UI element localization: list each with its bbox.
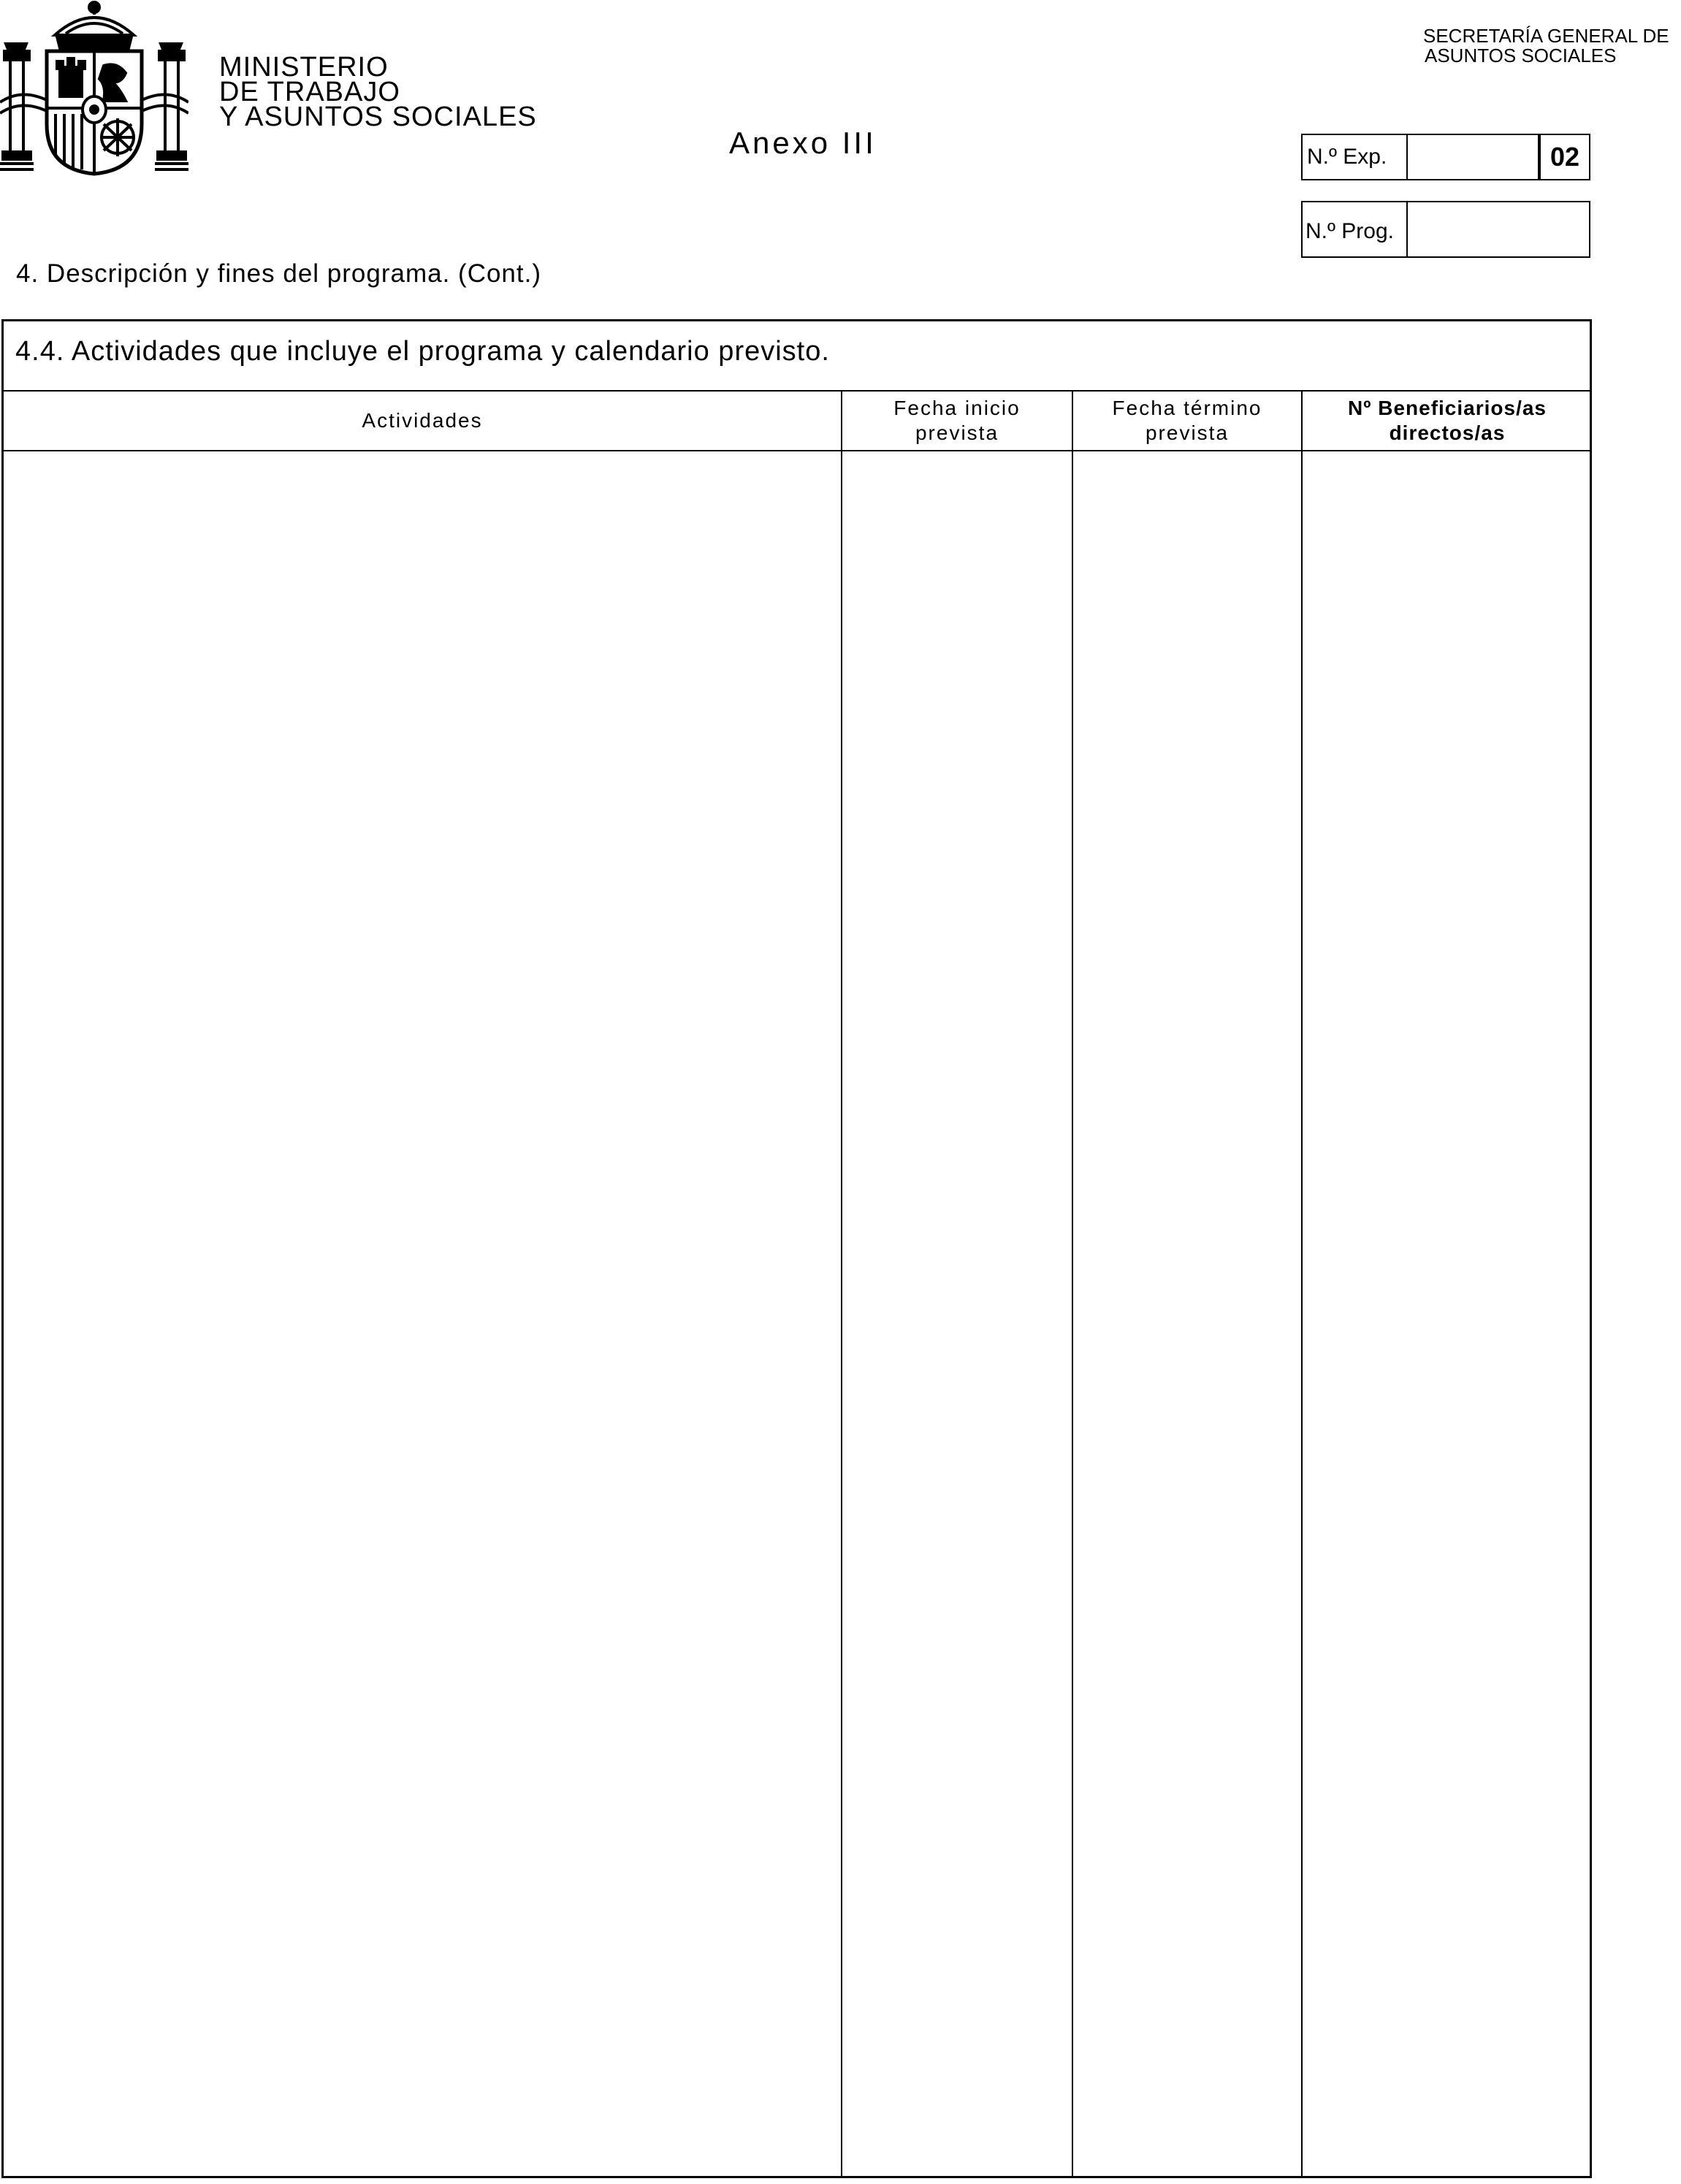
ministry-line: MINISTERIO [219, 52, 389, 83]
column-header-beneficiaries [1303, 392, 1592, 450]
start-date-entry-area[interactable] [842, 451, 1072, 2176]
ministry-line: DE TRABAJO [219, 77, 400, 107]
expedient-number-label: N.º Exp. [1303, 135, 1408, 179]
column-header-line: directos/as [1389, 421, 1506, 444]
secretaria-line: SECRETARÍA GENERAL DE [1423, 25, 1669, 47]
column-header-line: Fecha término [1112, 397, 1262, 419]
coat-of-arms-logo [0, 0, 188, 179]
program-number-field[interactable] [1408, 202, 1589, 256]
section-title: 4. Descripción y fines del programa. (Cont.) [16, 259, 541, 288]
column-header-start-date [842, 392, 1072, 450]
column-header-line: Actividades [362, 409, 483, 432]
expedient-number-field[interactable] [1408, 135, 1539, 179]
expedient-number-box [1301, 134, 1590, 180]
end-date-entry-area[interactable] [1073, 451, 1301, 2176]
subsection-title: 4.4. Actividades que incluye el programa y calendario previsto. [15, 336, 830, 367]
beneficiaries-entry-area[interactable] [1303, 451, 1590, 2176]
activities-form [1, 319, 1592, 2178]
activities-entry-area[interactable] [4, 451, 841, 2176]
expedient-code: 02 [1538, 135, 1589, 179]
program-number-box [1301, 201, 1590, 258]
annex-title: Anexo III [729, 126, 877, 160]
secretaria-line: ASUNTOS SOCIALES [1425, 45, 1617, 66]
program-number-label: N.º Prog. [1303, 202, 1408, 256]
column-header-line: prevista [915, 421, 999, 444]
column-header-line: Fecha inicio [893, 397, 1021, 419]
ministry-name [219, 52, 537, 132]
ministry-line: Y ASUNTOS SOCIALES [219, 102, 537, 132]
column-header-line: Nº Beneficiarios/as [1348, 397, 1547, 419]
column-header-line: prevista [1145, 421, 1230, 444]
secretaria-name [1423, 26, 1669, 66]
column-header-end-date [1073, 392, 1301, 450]
column-header-activities [4, 392, 841, 450]
